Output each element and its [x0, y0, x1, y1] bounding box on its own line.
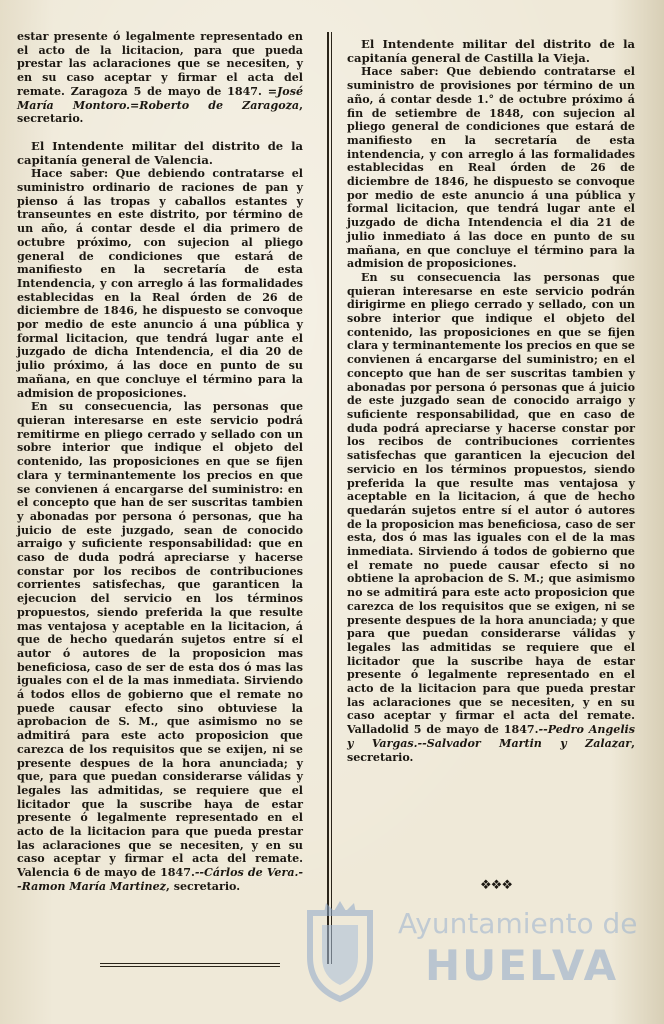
column-divider [327, 32, 329, 964]
valencia-body-text: En su consecuencia, las personas que quieran interesarse en este servicio podrá remitirme en pliego cerrado y sellado con un sobre interior que indique el objeto del contenido, las proposiciones en que se fijen clara y terminantemente los precios en que se convienen á encargarse del suministro: en el concepto que han de ser suscritas tambien y abonadas por persona ó personas, que ha juicio de este juzgado, sean de conocido arraigo y suficiente responsabilidad: que en caso de duda podrá apreciarse y hacerse constar por los recibos de contribuciones corrientes satisfechas, que garanticen la ejecucion del servicio en los términos propuestos, siendo preferida la que resulte mas ventajosa y aceptable en la licitacion, á que de hecho quedarán sujetos entre sí el autor ó autores de la proposicion mas beneficiosa, caso de ser de esta dos ó mas las iguales con el de la mas inmediata. Sirviendo á todos ellos de gobierno que el remate no puede causar efecto sino obtuviese la aprobacion de S. M., que asimismo no se admitirá para este acto proposicion que carezca de los requisitos que se exijen, ni se presente despues de la hora anunciada; y que, para que puedan considerarse válidas y legales las admitidas, se requiere que el licitador que la suscribe haya de estar presente ó legalmente representado en el acto de la licitacion para que pueda prestar las aclaraciones que se necesiten, y en su caso aceptar y firmar el acta del remate. Valencia 6 de mayo de 1847. [17, 400, 303, 880]
continuation-paragraph [17, 30, 303, 126]
castilla-signature: --Pedro Angelis y Vargas.--Salvador Martin y Zalazar [347, 723, 635, 750]
continuation-signature: =José María Montoro.=Roberto de Zaragoza [17, 84, 303, 112]
valencia-signature: --Cárlos de Vera.--Ramon María Martinez [17, 866, 303, 893]
announcement-heading-castilla: El Intendente militar del distrito de la capitanía general de Castilla la Vieja. [347, 37, 635, 65]
announcement-heading-valencia: El Intendente militar del distrito de la capitanía general de Valencia. [17, 138, 303, 167]
crest-icon [290, 895, 390, 1005]
castilla-body-text: En su consecuencia las personas que quieran interesarse en este servicio podrán dirigirme en pliego cerrado y sellado, con un sobre interior que indique el objeto del contenido, las proposiciones en que se fijen clara y terminantemente los precios en que se convienen á encargarse del suministro; en el concepto que han de ser suscritas tambien y abonadas por persona ó personas que á juicio de este juzgado sean de conocido arraigo y suficiente responsabilidad, que en caso de duda podrá apreciarse y hacerse constar por los recibos de contribuciones corrientes satisfechas que garanticen la ejecucion del servicio en los términos propuestos, siendo preferida la que resulte mas ventajosa y aceptable en la licitacion, á que de hecho quedarán sujetos entre sí el autor ó autores de la proposicion mas beneficiosa, caso de ser esta, dos ó mas las iguales con el de la mas inmediata. Sirviendo á todos de gobierno que el remate no puede causar efecto si no obtiene la aprobacion de S. M.; que asimismo no se admitirá para este acto proposicion que carezca de los requisitos que se exigen, ni se presente despues de la hora anunciada; y que para que puedan considerarse válidas y legales las admitidas se requiere que el licitador que la suscribe haya de estar presente ó legalmente representado en el acto de la licitacion para que pueda prestar las aclaraciones que se necesiten, y en su caso aceptar y firmar el acta del remate. Valladolid 5 de mayo de 1847. [347, 270, 635, 737]
watermark-line2: HUELVA [425, 941, 619, 990]
announcement-paragraph-castilla-2 [347, 271, 635, 764]
announcement-paragraph-valencia-1: Hace saber: Que debiendo contratarse el suministro ordinario de raciones de pan y pienso á las tropas y caballos estantes y transeuntes en este distrito, por término de un año, á contar desde el dia primero de octubre próximo, con sujecion al pliego general de condiciones que estará de manifiesto en la secretaría de esta Intendencia, y con arreglo á las formalidades establecidas en la Real órden de 26 de diciembre de 1846, he dispuesto se convoque por medio de este anuncio á una pública y formal licitacion, que tendrá lugar ante el juzgado de dicha Intendencia, el dia 20 de julio próximo, á las doce en punto de su mañana, en que concluye el término para la admision de proposiciones. [17, 167, 303, 400]
left-column [17, 30, 303, 894]
continuation-role: , secretario. [17, 98, 303, 126]
watermark-line1: Ayuntamiento de [398, 907, 638, 940]
archive-watermark [290, 895, 650, 1005]
castilla-signature-role: , secretario. [347, 736, 635, 764]
section-ornament: ❖❖❖ [480, 878, 512, 893]
column-divider-inner [331, 32, 332, 964]
announcement-paragraph-valencia-2 [17, 400, 303, 893]
bottom-rule [100, 963, 280, 967]
continuation-text: estar presente ó legalmente representado en el acto de la licitacion, para que pueda prestar las aclaraciones que se necesiten, y en su caso aceptar y firmar el acta del remate. Zaragoza 5 de mayo de 1847. [17, 30, 303, 98]
right-column [347, 38, 635, 764]
announcement-paragraph-castilla-1: Hace saber: Que debiendo contratarse el suministro de provisiones por término de un año, á contar desde 1.° de octubre próximo á fin de setiembre de 1848, con sujecion al pliego general de condiciones que estará de manifiesto en la secretaría de esta intendencia, y con arreglo á las formalidades establecidas en Real órden de 26 de diciembre de 1846, he dispuesto se convoque por medio de este anuncio á una pública y formal licitacion, que tendrá lugar ante el juzgado de dicha Intendencia el dia 21 de julio inmediato á las doce en punto de su mañana, en que concluye el término para la admision de proposiciones. [347, 65, 635, 271]
valencia-signature-role: , secretario. [166, 879, 241, 893]
